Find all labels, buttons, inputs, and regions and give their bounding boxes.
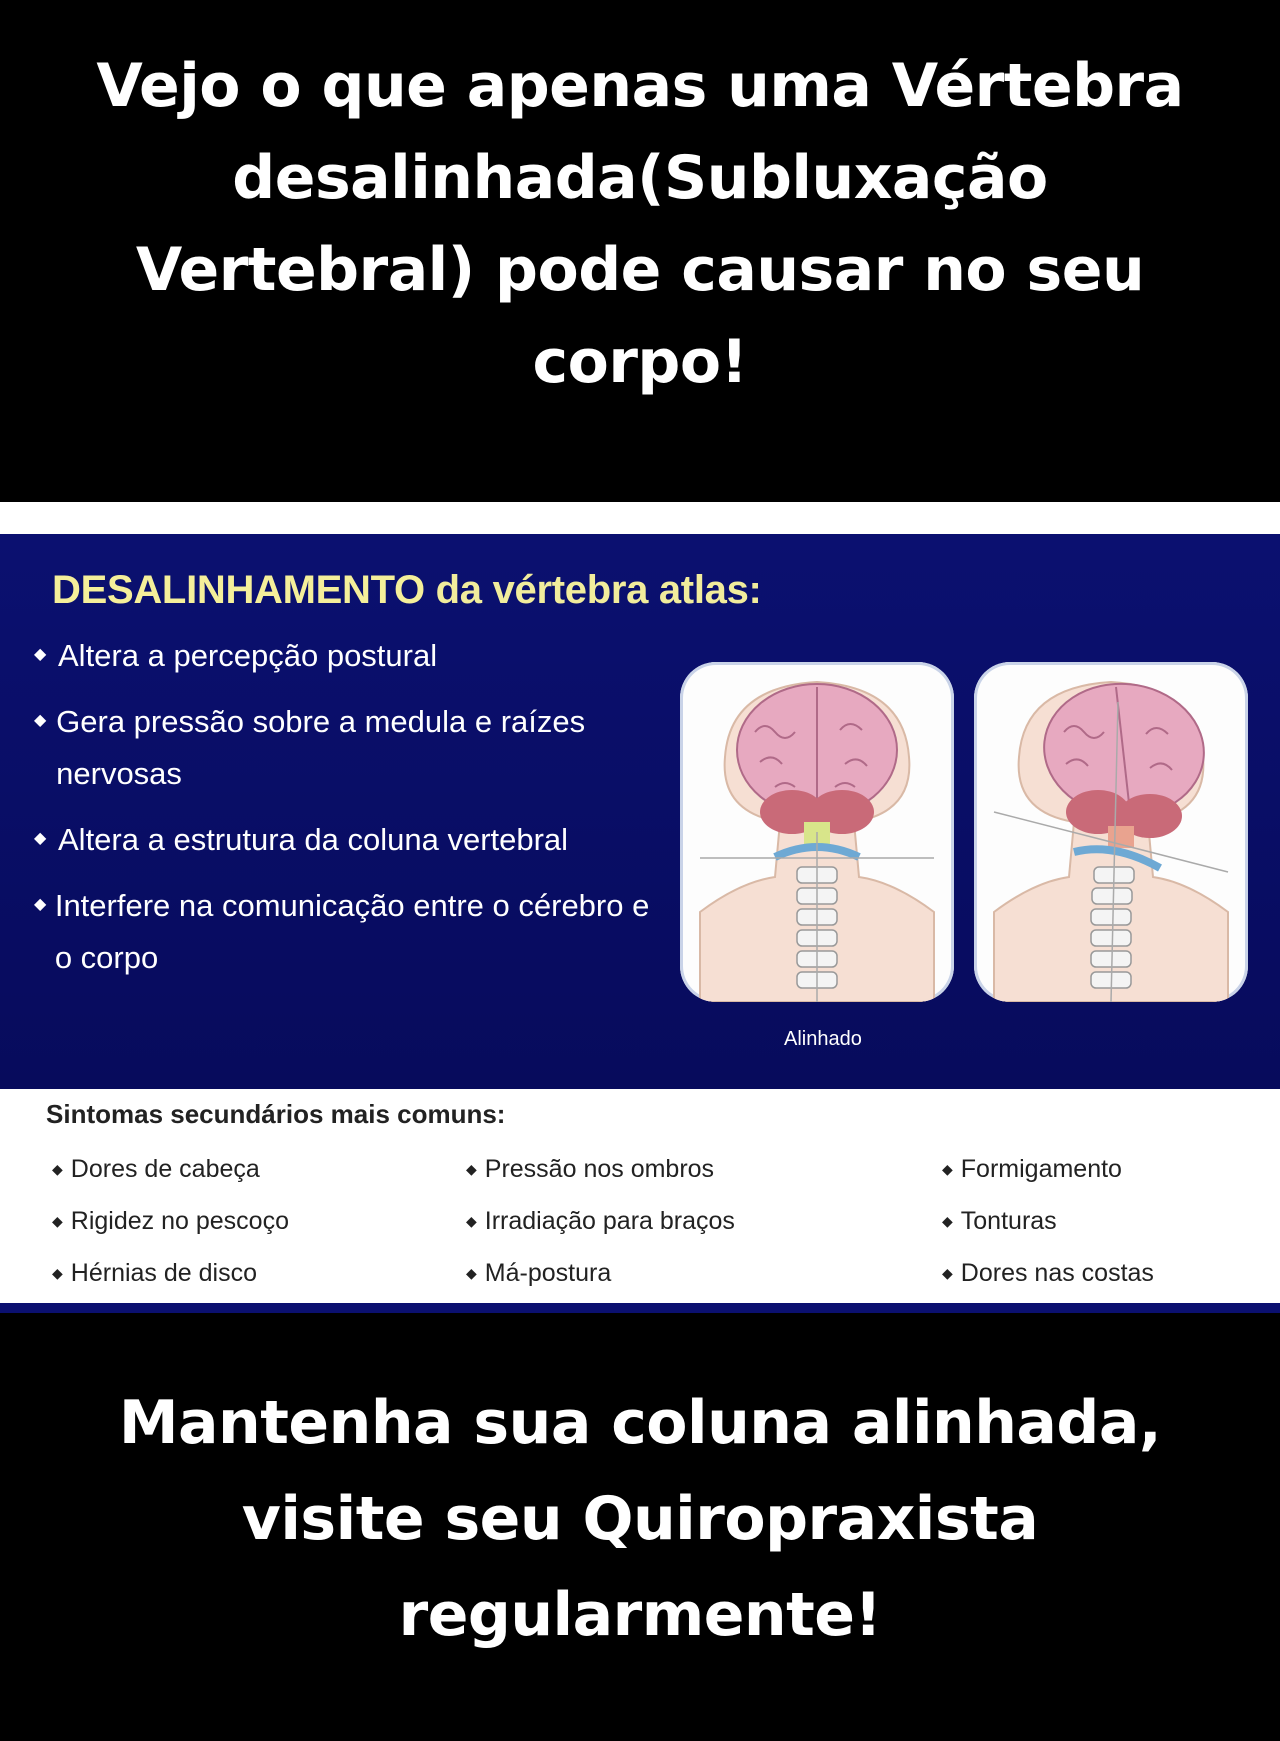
- divider: [0, 502, 1280, 534]
- misaligned-illustration: [974, 662, 1248, 1002]
- symptom-text: Dores nas costas: [960, 1259, 1154, 1287]
- bullet-text: Gera pressão sobre a medula e raízes nervosas: [56, 704, 586, 791]
- symptom-item: [942, 1207, 1154, 1259]
- slide-title-rest: da vértebra atlas:: [424, 568, 762, 612]
- symptoms-column-2: [466, 1155, 735, 1311]
- aligned-head-spine-drawing: [680, 662, 954, 1002]
- bullet-text: Altera a estrutura da coluna vertebral: [58, 822, 569, 857]
- diamond-bullet-icon: ◆: [34, 710, 47, 729]
- diamond-bullet-icon: ◆: [34, 644, 47, 663]
- symptom-item: [52, 1155, 289, 1207]
- bullet-item: [28, 880, 668, 984]
- diamond-bullet-icon: ◆: [52, 1213, 63, 1229]
- diamond-bullet-icon: ◆: [466, 1213, 477, 1229]
- symptom-text: Irradiação para braços: [484, 1207, 735, 1235]
- diamond-bullet-icon: ◆: [52, 1161, 63, 1177]
- bottom-banner: [0, 1313, 1280, 1741]
- diamond-bullet-icon: ◆: [34, 828, 47, 847]
- symptoms-column-3: [942, 1155, 1154, 1311]
- top-banner: [0, 0, 1280, 502]
- label-aligned: Alinhado: [784, 1028, 862, 1050]
- symptoms-title: Sintomas secundários mais comuns:: [46, 1099, 506, 1129]
- symptom-text: Pressão nos ombros: [484, 1155, 715, 1183]
- symptom-item: [942, 1155, 1154, 1207]
- bottom-headline: Mantenha sua coluna alinhada, visite seu Quiropraxista regularmente!: [118, 1388, 1162, 1650]
- diamond-bullet-icon: ◆: [942, 1213, 953, 1229]
- symptom-text: Má-postura: [484, 1259, 612, 1287]
- bullet-list: [28, 630, 668, 998]
- slide-title: [52, 568, 762, 613]
- aligned-illustration: [680, 662, 954, 1002]
- diamond-bullet-icon: ◆: [942, 1161, 953, 1177]
- bullet-item: [28, 696, 668, 800]
- divider: [0, 1303, 1280, 1313]
- symptom-item: [52, 1207, 289, 1259]
- symptom-text: Hérnias de disco: [70, 1259, 257, 1287]
- symptom-text: Rigidez no pescoço: [70, 1207, 289, 1235]
- diamond-bullet-icon: ◆: [52, 1265, 63, 1281]
- bullet-item: [28, 630, 668, 682]
- misaligned-head-spine-drawing: [974, 662, 1248, 1002]
- diamond-bullet-icon: ◆: [942, 1265, 953, 1281]
- bullet-text: Altera a percepção postural: [58, 638, 438, 673]
- diamond-bullet-icon: ◆: [466, 1265, 477, 1281]
- symptom-item: [466, 1155, 735, 1207]
- symptom-text: Formigamento: [960, 1155, 1122, 1183]
- symptom-text: Dores de cabeça: [70, 1155, 260, 1183]
- info-slide: [0, 534, 1280, 1089]
- bullet-text: Interfere na comunicação entre o cérebro e o corpo: [54, 888, 650, 975]
- symptom-text: Tonturas: [960, 1207, 1057, 1235]
- symptoms-panel: [0, 1089, 1280, 1303]
- symptom-item: [466, 1207, 735, 1259]
- diamond-bullet-icon: ◆: [466, 1161, 477, 1177]
- slide-title-strong: DESALINHAMENTO: [52, 568, 425, 612]
- bullet-item: [28, 814, 668, 866]
- diamond-bullet-icon: ◆: [34, 894, 47, 913]
- symptoms-column-1: [52, 1155, 289, 1311]
- top-headline: Vejo o que apenas uma Vértebra desalinhada(Subluxação Vertebral) pode causar no seu corpo!: [96, 51, 1184, 397]
